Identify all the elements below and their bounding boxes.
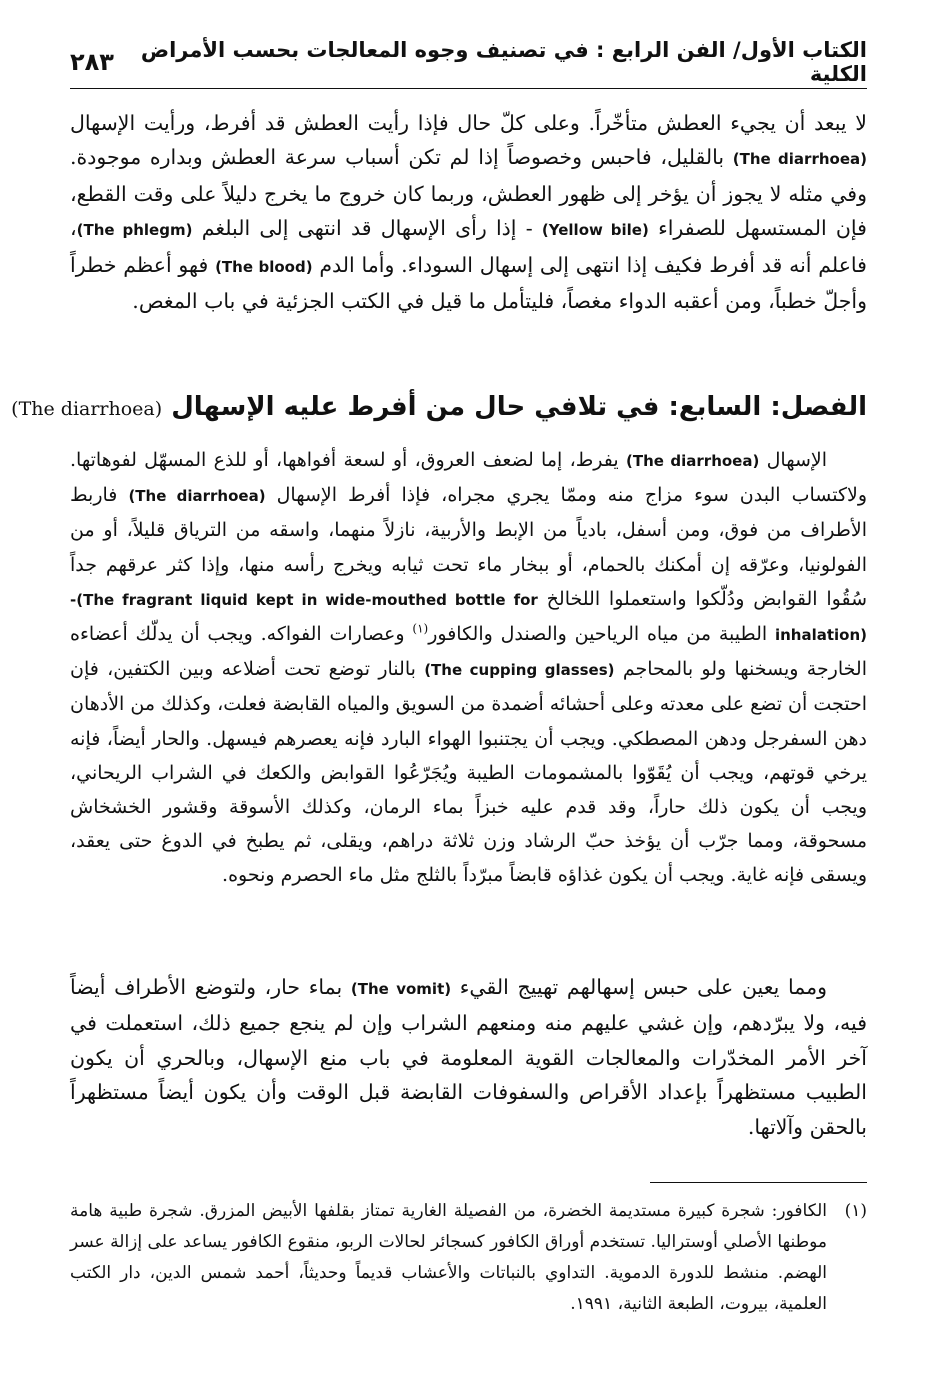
section-heading-text: الفصل: السابع: في تلافي حال من أفرط عليه الإسهال xyxy=(171,392,867,422)
footnote-rule xyxy=(650,1182,867,1183)
paragraph-text: بالنار توضع تحت أضلاعه وبين الكتفين، فإن احتجت أن تضع على معدته وعلى أحشائه أضمدة من السويق والمياه القابضة فعلت، وكذلك من الأدهان دهن السفرجل ودهن المصطكي. ويجب أن يجتنبوا الهواء البارد فإنه يعصرهم فيسهل. والحار أيضاً، فإنه يرخي قوتهم، ويجب أن يُقَوّوا بالمشمومات الطيبة ويُجَرّعُوا القوابض والكعك في الشراب الريحاني، ويجب أن يكون ذلك حاراً، وقد قدم عليه خبزاً بماء الرمان، وكذلك الأسوقة وقشور الخشخاش مسحوقة، ومما جرّب أن يؤخذ حبّ الرشاد وزن ثلاثة دراهم، ويقلى، ثم يطبخ في الدوغ حتى يعقد، ويسقى فإنه غاية. ويجب أن يكون غذاؤه قابضاً مبرّداً بالثلج مثل ماء الحصرم ونحوه. xyxy=(70,658,867,887)
section-heading xyxy=(11,392,867,422)
page-number: ٢٨٣ xyxy=(70,48,114,76)
paragraph-text: لا يبعد أن يجيء العطش متأخّراً. وعلى كلّ حال فإذا رأيت العطش قد أفرط، ورأيت الإسهال xyxy=(70,111,867,135)
english-gloss: (The cupping glasses) xyxy=(424,661,615,680)
paragraph-text: بالقليل، فاحبس وخصوصاً إذا لم تكن أسباب سرعة العطش وبداره موجودة. وفي مثله لا يجوز أن يؤخر إلى ظهور العطش، وربما كان خروج ما يخرج دليلاً على وقت القطع، فإن المستسهل للصفراء xyxy=(70,145,867,241)
paragraph-text: الإسهال xyxy=(766,449,828,471)
header-rule xyxy=(70,88,867,89)
english-gloss: (The phlegm) xyxy=(76,221,193,240)
paragraph-text: بماء حار، ولتوضع الأطراف أيضاً فيه، ولا يبرّدهم، وإن غشي عليهم منه ومنعهم الشراب وإن لم ينجع جميع ذلك، استعملت في آخر الأمر المخدّرات والمعالجات القوية المعلومة في باب منع الإسهال، وبالحري أن يكون الطبيب مستظهراً بإعداد الأقراص والسفوفات القابضة قبل الوقت وأن يكون أيضاً مستظهراً بالحقن وآلاتها. xyxy=(70,975,867,1139)
paragraph-text: الطيبة من مياه الرياحين والصندل والكافور xyxy=(428,623,768,646)
english-gloss: -(The fragrant liquid kept in wide-mouthed bottle for inhalation) xyxy=(70,590,868,645)
english-gloss: (The diarrhoea) xyxy=(128,487,266,506)
paragraph-text: فاربط الأطراف من فوق، ومن أسفل، بادياً من الإبط والأربية، نازلاً منهما، واسقه من الترياق قليلاً، أو من الفولونيا، وعرّقه إن أمكنك بالحمام، أو ببخار ماء تحت ثيابه ويخرج رأسه منها، وإذا كثر عرقهم جداً سُقُوا القوابض ودُلّكوا واستعملوا اللخالخ xyxy=(70,484,867,610)
section-heading-english: (The diarrhoea) xyxy=(11,398,163,420)
paragraph-text: ، فاعلم أنه قد أفرط فكيف إذا انتهى إلى إسهال السوداء. وأما الدم xyxy=(70,216,867,277)
paragraph-text: يفرط، إما لضعف العروق، أو لسعة أفواهها، أو للذع المسهّل لفوهاتها. ولاكتساب البدن سوء مزاج منه وممّا يجري مجراه، فإذا أفرط الإسهال xyxy=(70,449,868,507)
paragraph-diarrhoea-treatment xyxy=(70,443,867,893)
paragraph-vomit xyxy=(70,970,867,1144)
paragraph-text: - إذا رأى الإسهال قد انتهى إلى البلغم xyxy=(201,216,533,241)
footnote-reference[interactable]: (١) xyxy=(412,621,429,636)
paragraph-text: ومما يعين على حبس إسهالهم تهييج القيء xyxy=(459,975,827,999)
page-header xyxy=(70,38,867,86)
paragraph-thirst xyxy=(70,106,867,318)
footnote-marker: (١) xyxy=(844,1201,867,1221)
english-gloss: (The diarrhoea) xyxy=(625,452,760,470)
paragraph-text: فهو أعظم خطراً وأجلّ خطباً، ومن أعقبه الدواء مغصاً، فليتأمل ما قيل في الكتب الجزئية في باب المغص. xyxy=(70,252,867,314)
footnote xyxy=(70,1196,867,1320)
english-gloss: (The vomit) xyxy=(350,980,452,998)
english-gloss: (Yellow bile) xyxy=(541,221,649,240)
footnote-text: الكافور: شجرة كبيرة مستديمة الخضرة، من الفصيلة الغارية تمتاز بقلفها الأبيض المزرق. شجرة طبية هامة موطنها الأصلي أوستراليا. تستخدم أوراق الكافور كسجائر لحالات الربو، منقوع الكافور يساعد على إزالة عسر الهضم. منشط للدورة الدموية. التداوي بالنباتات والأعشاب قديماً وحديثاً، أحمد شمس الدين، دار الكتب العلمية، بيروت، الطبعة الثانية، ١٩٩١. xyxy=(70,1201,827,1314)
running-title: الكتاب الأول/ الفن الرابع : في تصنيف وجوه المعالجات بحسب الأمراض الكلية xyxy=(140,38,867,86)
paragraph-text: وعصارات الفواكه. ويجب أن يدلّك أعضاءه الخارجة ويسخنها ولو بالمحاجم xyxy=(70,623,867,681)
english-gloss: (The blood) xyxy=(215,257,313,276)
english-gloss: (The diarrhoea) xyxy=(732,150,867,169)
